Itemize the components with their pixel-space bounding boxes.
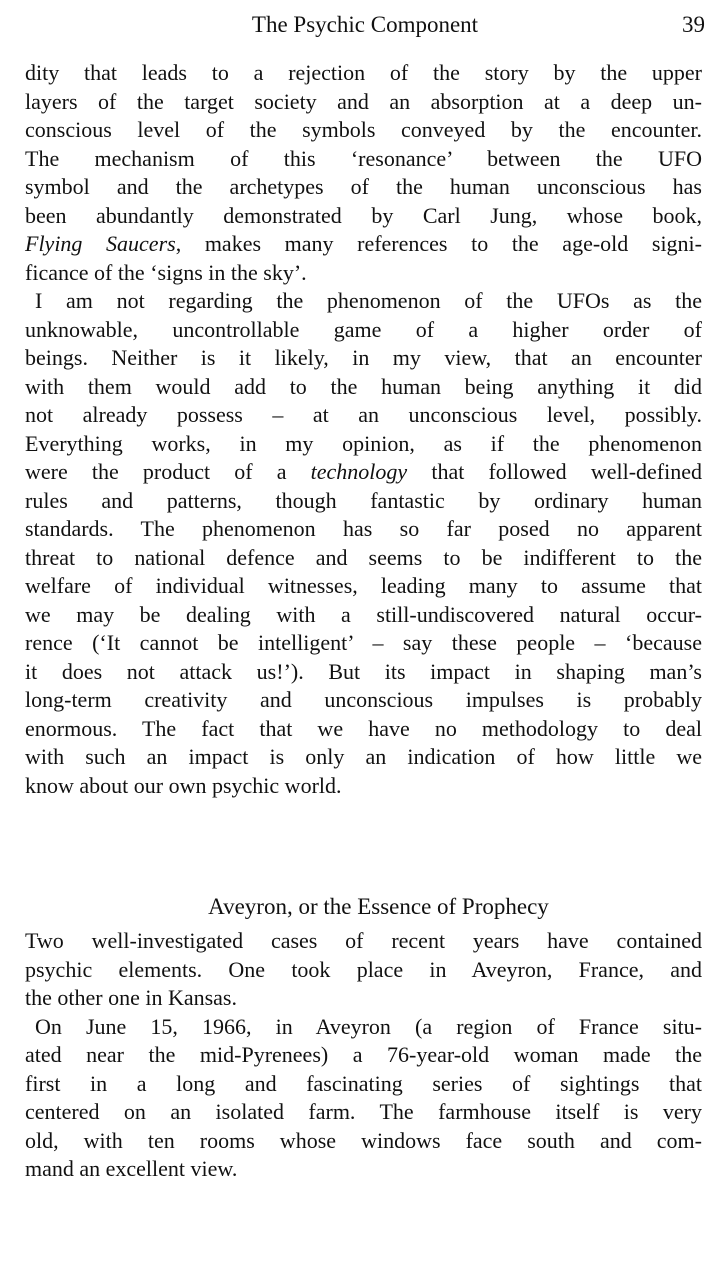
text-line: the other one in Kansas.	[25, 985, 237, 1010]
running-header	[25, 8, 705, 42]
italic-phrase: Flying Saucers	[25, 231, 176, 256]
text-line: know about our own psychic world.	[25, 772, 342, 798]
running-title: The Psychic Component	[251, 12, 479, 37]
text-line-italic-title: Flying Saucers, makes many references to the age-old signi-	[25, 231, 702, 256]
paragraph	[25, 1013, 702, 1184]
text-line-italic-word: were the product of a technology that followed well-defined	[25, 459, 702, 484]
text-line: rence (‘It cannot be intelligent’ – say these people – ‘because	[25, 630, 702, 655]
text-line: I am not regarding the phenomenon of the UFOs as the	[35, 288, 702, 313]
text-line: enormous. The fact that we have no methodology to deal	[25, 715, 702, 741]
text-line: Everything works, in my opinion, as if the phenomenon	[25, 430, 702, 456]
text-line: dity that leads to a rejection of the story by the upper	[25, 60, 702, 85]
text-line: first in a long and fascinating series of sightings that	[25, 1070, 702, 1096]
text-line: unknowable, uncontrollable game of a higher order of	[25, 316, 702, 342]
text-line: ated near the mid-Pyrenees) a 76-year-old woman made the	[25, 1042, 702, 1067]
text-line: with them would add to the human being anything it did	[25, 373, 702, 399]
paragraph	[25, 59, 702, 287]
text-line: old, with ten rooms whose windows face south and com-	[25, 1127, 702, 1153]
text-line: centered on an isolated farm. The farmhouse itself is very	[25, 1099, 702, 1124]
text-line: symbol and the archetypes of the human unconscious has	[25, 174, 702, 199]
text-line: standards. The phenomenon has so far posed no apparent	[25, 516, 702, 541]
section-heading: Aveyron, or the Essence of Prophecy	[208, 894, 549, 919]
text-line: not already possess – at an unconscious level, possibly.	[25, 402, 702, 427]
text-line: with such an impact is only an indication of how little we	[25, 744, 702, 769]
body-text-upper	[25, 59, 702, 800]
text-line: we may be dealing with a still-undiscovered natural occur-	[25, 601, 702, 627]
page-number: 39	[682, 12, 705, 37]
text-line: welfare of individual witnesses, leading many to assume that	[25, 573, 702, 598]
body-text-lower	[25, 927, 702, 1184]
paragraph	[25, 287, 702, 800]
paragraph	[25, 927, 702, 1013]
text-line: Two well-investigated cases of recent years have contained	[25, 928, 702, 953]
text-line: been abundantly demonstrated by Carl Jung, whose book,	[25, 202, 702, 228]
text-line: long-term creativity and unconscious impulses is probably	[25, 687, 702, 712]
text-line: layers of the target society and an absorption at a deep un-	[25, 88, 702, 114]
text-line: The mechanism of this ‘resonance’ between the UFO	[25, 145, 702, 171]
text-line: conscious level of the symbols conveyed by the encounter.	[25, 117, 702, 142]
text-line: psychic elements. One took place in Aveyron, France, and	[25, 956, 702, 982]
text-line: threat to national defence and seems to be indifferent to the	[25, 544, 702, 570]
text-line: beings. Neither is it likely, in my view, that an encounter	[25, 345, 702, 370]
text-line: it does not attack us!’). But its impact in shaping man’s	[25, 658, 702, 684]
text-line: On June 15, 1966, in Aveyron (a region of France situ-	[35, 1013, 702, 1039]
italic-phrase: technology	[310, 459, 408, 484]
text-line: rules and patterns, though fantastic by ordinary human	[25, 487, 702, 513]
text-line: ficance of the ‘signs in the sky’.	[25, 259, 307, 285]
text-line: mand an excellent view.	[25, 1156, 238, 1181]
